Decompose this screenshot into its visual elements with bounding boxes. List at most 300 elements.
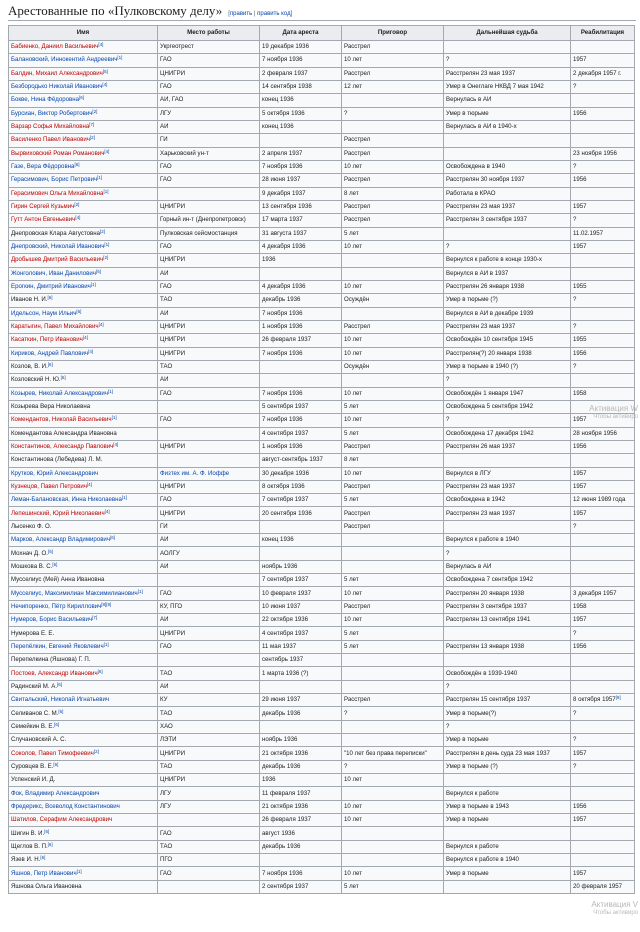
person-link[interactable]: Ерогкин, Дмитрий Иванович	[11, 283, 91, 291]
cell-fate	[444, 627, 571, 640]
cell-name	[9, 227, 158, 240]
cell-text: ?	[446, 56, 450, 64]
cell-text: ГАО	[160, 83, 172, 91]
footnote-ref[interactable]: [6]	[40, 855, 46, 861]
cell-text: 2 февраля 1937	[262, 69, 308, 77]
cell-fate	[444, 294, 571, 307]
footnote-ref[interactable]: [6]	[53, 761, 59, 767]
cell-text: ЦНИГРИ	[160, 629, 186, 637]
person-link[interactable]: Каратыгин, Павел Михайлович	[11, 323, 99, 331]
person-link[interactable]: Лепешинский, Юрий Николаевич	[11, 509, 105, 517]
cell-text: 1957	[573, 749, 587, 757]
person-link[interactable]: Варзар Софья Михайловна	[11, 123, 90, 131]
cell-sentence	[342, 254, 444, 267]
cell-workplace	[158, 160, 260, 173]
edit-code-link[interactable]: править код	[257, 11, 291, 17]
footnote-ref[interactable]: [1]	[107, 388, 113, 394]
cell-text: 7 ноября 1936	[262, 56, 303, 64]
cell-sentence	[342, 600, 444, 613]
person-link[interactable]: Балановский, Иннокентий Андреевич	[11, 56, 118, 64]
footnote-ref[interactable]: [4]	[86, 481, 92, 487]
cell-fate	[444, 494, 571, 507]
cell-sentence	[342, 160, 444, 173]
footnote-ref[interactable]: [6]	[74, 162, 80, 168]
footnote-ref[interactable]: [4]	[102, 82, 108, 88]
table-row	[9, 427, 635, 440]
footnote-ref[interactable]: [4]	[104, 508, 110, 514]
cell-fate	[444, 800, 571, 813]
cell-arrest-date	[260, 787, 342, 800]
person-link[interactable]: Нумеров, Борис Васильевич	[11, 616, 93, 624]
footnote-ref[interactable]: [4]	[98, 322, 104, 328]
cell-text: ?	[573, 83, 577, 91]
cell-text: 12 лет	[344, 83, 363, 91]
footnote-ref[interactable]: [2]	[89, 135, 95, 141]
cell-text: 10 лет	[344, 416, 363, 424]
cell-name	[9, 854, 158, 867]
footnote-ref[interactable]: [4]	[82, 335, 88, 341]
cell-fate	[444, 880, 571, 893]
footnote-ref[interactable]: [2]	[74, 202, 80, 208]
table-row	[9, 320, 635, 333]
person-link[interactable]: Дробышев Дмитрий Васильевич	[11, 256, 104, 264]
cell-text: АИ	[160, 536, 169, 544]
cell-text: 1956	[573, 349, 587, 357]
person-link[interactable]: Константинов, Александр Павлович	[11, 443, 114, 450]
cell-text: Случановский А. С.	[11, 736, 67, 744]
person-link[interactable]: Гутт Антон Евгеньевич	[11, 216, 76, 224]
footnote-ref[interactable]: [7]	[89, 122, 95, 128]
cell-text: ноябрь 1936	[262, 736, 298, 744]
footnote-ref[interactable]: [6]	[79, 95, 85, 101]
cell-text: Расстрелян в день суда 23 мая 1937	[446, 749, 550, 757]
cell-text: 1957	[573, 243, 587, 251]
cell-sentence	[342, 187, 444, 200]
cell-name	[9, 534, 158, 547]
footnote-ref[interactable]: [7]	[92, 615, 98, 621]
cell-rehabilitation	[571, 134, 635, 147]
cell-rehabilitation	[571, 347, 635, 360]
cell-name	[9, 334, 158, 347]
cell-workplace	[158, 280, 260, 293]
cell-text: 12 июня 1989 года	[573, 496, 626, 504]
cell-text: ЦНИГРИ	[160, 749, 186, 757]
cell-workplace	[158, 187, 260, 200]
footnote-ref[interactable]: [4]	[104, 148, 110, 154]
person-link[interactable]: Безбородько Николай Иванович	[11, 83, 103, 91]
cell-name	[9, 494, 158, 507]
person-link[interactable]: Василенко Павел Иванович	[11, 136, 90, 144]
edit-link[interactable]: править	[229, 11, 253, 17]
table-row	[9, 80, 635, 93]
cell-workplace	[158, 454, 260, 467]
cell-arrest-date	[260, 427, 342, 440]
table-row	[9, 54, 635, 67]
cell-arrest-date	[260, 560, 342, 573]
person-link[interactable]: Нечипоренко, Пётр Кириллович	[11, 602, 102, 610]
cell-text: ЦНИГРИ	[160, 203, 186, 211]
cell-fate	[444, 534, 571, 547]
cell-text: 1955	[573, 336, 587, 344]
cell-workplace	[158, 680, 260, 693]
cell-text: Расстрелян 13 сентября 1941	[446, 616, 531, 624]
table-row	[9, 734, 635, 747]
cell-arrest-date	[260, 294, 342, 307]
cell-arrest-date	[260, 67, 342, 80]
cell-text: ГАО	[160, 496, 172, 504]
cell-fate	[444, 254, 571, 267]
cell-sentence	[342, 414, 444, 427]
activation-watermark: Активация V Чтобы активиро	[591, 900, 638, 916]
cell-sentence	[342, 374, 444, 387]
cell-text: ?	[573, 216, 577, 224]
cell-rehabilitation	[571, 827, 635, 840]
footnote-ref[interactable]: [2]	[93, 748, 99, 754]
cell-fate	[444, 387, 571, 400]
person-link[interactable]: Мусселиус, Максимилиан Максимилианович	[11, 589, 138, 597]
cell-sentence	[342, 440, 444, 453]
cell-workplace	[158, 667, 260, 680]
cell-rehabilitation	[571, 694, 635, 707]
person-link[interactable]: Балдин, Михаил Александрович	[11, 69, 103, 77]
cell-text: 4 декабря 1936	[262, 283, 306, 291]
cell-rehabilitation	[571, 787, 635, 800]
cell-text: 22 октября 1936	[262, 616, 309, 624]
person-link[interactable]: Газе, Вера Фёдоровна	[11, 163, 75, 171]
cell-sentence	[342, 547, 444, 560]
table-row	[9, 440, 635, 453]
cell-fate	[444, 67, 571, 80]
cell-text: 7 ноября 1936	[262, 389, 303, 397]
cell-fate	[444, 614, 571, 627]
cell-sentence	[342, 800, 444, 813]
cell-text: АИ	[160, 376, 169, 384]
table-row	[9, 387, 635, 400]
footnote-ref[interactable]: [8][9]	[101, 601, 112, 607]
cell-text: Расстрелян 23 мая 1937	[446, 203, 516, 211]
person-link[interactable]: Крутков, Юрий Александрович	[11, 469, 99, 477]
cell-text: 17 марта 1937	[262, 216, 303, 224]
cell-workplace	[158, 787, 260, 800]
person-link[interactable]: Перепёлкин, Евгений Яковлевич	[11, 642, 104, 650]
cell-text: Расстрелян 30 ноября 1937	[446, 176, 525, 184]
person-link[interactable]: Днепровский, Николай Иванович	[11, 243, 105, 251]
person-link[interactable]: Яшнов, Петр Иванович	[11, 869, 77, 877]
person-link[interactable]: Герасимович, Борис Петрович	[11, 176, 98, 184]
person-link[interactable]: Шатилов, Серафим Александрович	[11, 816, 113, 824]
person-link[interactable]: Кузнецов, Павел Петрович	[11, 482, 87, 490]
footnote-ref[interactable]: [1]	[117, 55, 123, 61]
person-link[interactable]: Козырев, Николай Александрович	[11, 389, 108, 397]
footnote-ref[interactable]: [6]	[60, 375, 66, 381]
footnote-ref[interactable]: [6]	[95, 268, 101, 274]
workplace-link[interactable]: Физтех им. А. Ф. Иоффе	[160, 469, 230, 477]
cell-arrest-date	[260, 747, 342, 760]
footnote-ref[interactable]: [2]	[99, 228, 105, 234]
cell-fate	[444, 160, 571, 173]
cell-text: ЦНИГРИ	[160, 482, 186, 490]
cell-text: 5 лет	[344, 629, 359, 637]
person-link[interactable]: Свитальский, Николай Игнатьевич	[11, 696, 110, 704]
cell-text: 1956	[573, 109, 587, 117]
column-header-fate[interactable]: Дальнейшая судьба	[444, 26, 571, 41]
cell-name	[9, 174, 158, 187]
cell-text: Вернулся к работе в конце 1930-х	[446, 256, 542, 264]
cell-fate	[444, 360, 571, 373]
footnote-ref[interactable]: [1]	[103, 641, 109, 647]
cell-rehabilitation	[571, 294, 635, 307]
cell-text: Расстрелян 15 сентября 1937	[446, 696, 531, 704]
cell-text: ГАО	[160, 869, 172, 877]
cell-text: ?	[573, 163, 577, 171]
footnote-ref[interactable]: [1]	[90, 282, 96, 288]
cell-name	[9, 160, 158, 173]
person-link[interactable]: Жонголович, Иван Данилович	[11, 269, 96, 277]
column-header-rehabilitation[interactable]: Реабилитация	[571, 26, 635, 41]
cell-text: 1958	[573, 389, 587, 397]
cell-text: АИ	[160, 309, 169, 317]
cell-name	[9, 414, 158, 427]
footnote-ref[interactable]: [1]	[111, 415, 117, 421]
cell-sentence	[342, 840, 444, 853]
cell-text: Расстрелян 23 мая 1937	[446, 69, 516, 77]
cell-text: 1957	[573, 469, 587, 477]
cell-sentence	[342, 734, 444, 747]
cell-rehabilitation	[571, 387, 635, 400]
cell-text: Щеглов В. П.	[11, 842, 48, 850]
cell-sentence	[342, 427, 444, 440]
cell-sentence	[342, 694, 444, 707]
column-header-name[interactable]: Имя	[9, 26, 158, 41]
person-link[interactable]: Фок, Владимир Александрович	[11, 789, 100, 797]
table-row	[9, 267, 635, 280]
table-row	[9, 174, 635, 187]
cell-rehabilitation	[571, 680, 635, 693]
table-row	[9, 254, 635, 267]
footnote-ref[interactable]: [6]	[47, 362, 53, 368]
cell-rehabilitation	[571, 41, 635, 54]
cell-name	[9, 560, 158, 573]
footnote-ref[interactable]: [1]	[97, 175, 103, 181]
footnote-ref[interactable]: [6]	[54, 721, 60, 727]
cell-rehabilitation	[571, 280, 635, 293]
cell-text: 10 лет	[344, 469, 363, 477]
cell-workplace	[158, 520, 260, 533]
footnote-ref[interactable]: [2]	[92, 108, 98, 114]
person-link[interactable]: Бокве, Нина Фёдоровна	[11, 96, 79, 104]
cell-text: 3 декабря 1957	[573, 589, 617, 597]
cell-text: ?	[344, 762, 348, 770]
table-row	[9, 280, 635, 293]
person-link[interactable]: Фредерикс, Всеволод Константинович	[11, 802, 120, 810]
cell-rehabilitation	[571, 94, 635, 107]
cell-rehabilitation	[571, 480, 635, 493]
footnote-ref[interactable]: [4]	[75, 215, 81, 221]
person-link[interactable]: Бабиенко, Даниил Васильевич	[11, 43, 99, 51]
person-link[interactable]: Вырвиховский Роман Романович	[11, 149, 105, 157]
cell-text: Освобождён в 1939-1940	[446, 669, 518, 677]
cell-rehabilitation	[571, 400, 635, 413]
footnote-ref[interactable]: [5]	[102, 68, 108, 74]
cell-text: Вернулся к работе в 1940	[446, 856, 519, 864]
cell-workplace	[158, 867, 260, 880]
cell-text: ТАО	[160, 669, 173, 677]
column-header-arrest-date[interactable]: Дата ареста	[260, 26, 342, 41]
cell-rehabilitation	[571, 214, 635, 227]
cell-text: 1 ноября 1936	[262, 323, 303, 331]
cell-rehabilitation	[571, 307, 635, 320]
footnote-ref[interactable]: [6]	[76, 308, 82, 314]
cell-sentence	[342, 507, 444, 520]
cell-sentence	[342, 814, 444, 827]
cell-workplace	[158, 467, 260, 480]
footnote-ref[interactable]: [6]	[47, 295, 53, 301]
cell-text: Освобождена в 1942	[446, 496, 506, 504]
cell-workplace	[158, 600, 260, 613]
cell-text: 5 лет	[344, 642, 359, 650]
cell-text: Нумерова Е. Е.	[11, 629, 55, 637]
footnote-ref[interactable]: [9]	[615, 695, 621, 701]
cell-arrest-date	[260, 680, 342, 693]
cell-text: 29 июня 1937	[262, 696, 301, 704]
cell-arrest-date	[260, 107, 342, 120]
person-link[interactable]: Идельсон, Наум Ильич	[11, 309, 77, 317]
cell-arrest-date	[260, 520, 342, 533]
cell-fate	[444, 427, 571, 440]
person-link[interactable]: Касаткин, Петр Иванович	[11, 336, 83, 344]
footnote-ref[interactable]: [6]	[47, 841, 53, 847]
cell-arrest-date	[260, 774, 342, 787]
cell-text: 1956	[573, 642, 587, 650]
cell-fate	[444, 827, 571, 840]
footnote-ref[interactable]: [6]	[57, 681, 63, 687]
table-row	[9, 720, 635, 733]
cell-name	[9, 214, 158, 227]
cell-sentence	[342, 454, 444, 467]
cell-arrest-date	[260, 214, 342, 227]
cell-text: Расстрел	[344, 696, 371, 704]
footnote-ref[interactable]: [6]	[47, 548, 53, 554]
cell-sentence	[342, 280, 444, 293]
cell-text: Расстрелян 23 мая 1937	[446, 509, 516, 517]
cell-rehabilitation	[571, 267, 635, 280]
cell-sentence	[342, 667, 444, 680]
cell-workplace	[158, 440, 260, 453]
cell-workplace	[158, 614, 260, 627]
footnote-ref[interactable]: [2]	[103, 255, 109, 261]
cell-rehabilitation	[571, 80, 635, 93]
person-link[interactable]: Герасимович Ольга Михайловна	[11, 189, 104, 197]
column-header-sentence[interactable]: Приговор	[342, 26, 444, 41]
cell-workplace	[158, 560, 260, 573]
cell-rehabilitation	[571, 187, 635, 200]
cell-sentence	[342, 640, 444, 653]
person-link[interactable]: Кириков, Андрей Павлович	[11, 349, 89, 357]
cell-workplace	[158, 574, 260, 587]
cell-name	[9, 94, 158, 107]
cell-text: декабрь 1936	[262, 842, 301, 850]
cell-arrest-date	[260, 280, 342, 293]
cell-text: 5 лет	[344, 229, 359, 237]
cell-text: Расстрелян 26 января 1938	[446, 283, 525, 291]
footnote-ref[interactable]: [1]	[76, 868, 82, 874]
cell-name	[9, 320, 158, 333]
cell-sentence	[342, 680, 444, 693]
footnote-ref[interactable]: [1]	[103, 188, 109, 194]
cell-rehabilitation	[571, 600, 635, 613]
cell-workplace	[158, 134, 260, 147]
person-link[interactable]: Бурсиан, Виктор Робертович	[11, 109, 93, 117]
footnote-ref[interactable]: [4]	[88, 348, 94, 354]
cell-sentence	[342, 320, 444, 333]
cell-rehabilitation	[571, 814, 635, 827]
footnote-ref[interactable]: [6]	[52, 561, 58, 567]
cell-text: Расстрел	[344, 443, 371, 450]
cell-name	[9, 374, 158, 387]
table-row	[9, 840, 635, 853]
cell-workplace	[158, 827, 260, 840]
cell-text: Умер в тюрьме (?)	[446, 762, 498, 770]
cell-fate	[444, 747, 571, 760]
cell-workplace	[158, 200, 260, 213]
cell-arrest-date	[260, 120, 342, 133]
cell-workplace	[158, 94, 260, 107]
cell-sentence	[342, 614, 444, 627]
column-header-workplace[interactable]: Место работы	[158, 26, 260, 41]
cell-sentence	[342, 480, 444, 493]
person-link[interactable]: Леман-Балановская, Инна Николаевна	[11, 496, 122, 504]
person-link[interactable]: Постоев, Александр Иванович	[11, 669, 98, 677]
cell-text: 1957	[573, 482, 587, 490]
cell-rehabilitation	[571, 227, 635, 240]
cell-fate	[444, 654, 571, 667]
footnote-ref[interactable]: [4]	[113, 442, 119, 447]
cell-workplace	[158, 240, 260, 253]
footnote-ref[interactable]: [6]	[58, 708, 64, 714]
cell-workplace	[158, 507, 260, 520]
cell-fate	[444, 547, 571, 560]
cell-arrest-date	[260, 41, 342, 54]
cell-sentence	[342, 520, 444, 533]
cell-sentence	[342, 787, 444, 800]
table-row	[9, 680, 635, 693]
footnote-ref[interactable]: [1]	[104, 242, 110, 248]
footnote-ref[interactable]: [4]	[98, 42, 104, 48]
cell-text: 8 лет	[344, 189, 359, 197]
footnote-ref[interactable]: [6]	[97, 668, 103, 674]
person-link[interactable]: Комендантов, Николай Васильевич	[11, 416, 112, 424]
cell-fate	[444, 840, 571, 853]
person-link[interactable]: Марков, Александр Владимирович	[11, 536, 111, 544]
cell-workplace	[158, 307, 260, 320]
cell-text: 28 ноября 1956	[573, 429, 617, 437]
cell-text: декабрь 1936	[262, 709, 301, 717]
cell-workplace	[158, 427, 260, 440]
person-link[interactable]: Гирин Сергей Кузьмич	[11, 203, 75, 211]
footnote-ref[interactable]: [1]	[121, 495, 127, 501]
footnote-ref[interactable]: [6]	[44, 828, 50, 834]
footnote-ref[interactable]: [1]	[137, 588, 143, 594]
cell-workplace	[158, 334, 260, 347]
cell-text: 10 лет	[344, 816, 363, 824]
person-link[interactable]: Соколов, Павел Тимофеевич	[11, 749, 94, 757]
cell-text: Освобождён 1 января 1947	[446, 389, 524, 397]
table-row	[9, 334, 635, 347]
cell-fate	[444, 774, 571, 787]
cell-rehabilitation	[571, 467, 635, 480]
cell-sentence	[342, 827, 444, 840]
footnote-ref[interactable]: [6]	[110, 535, 116, 541]
